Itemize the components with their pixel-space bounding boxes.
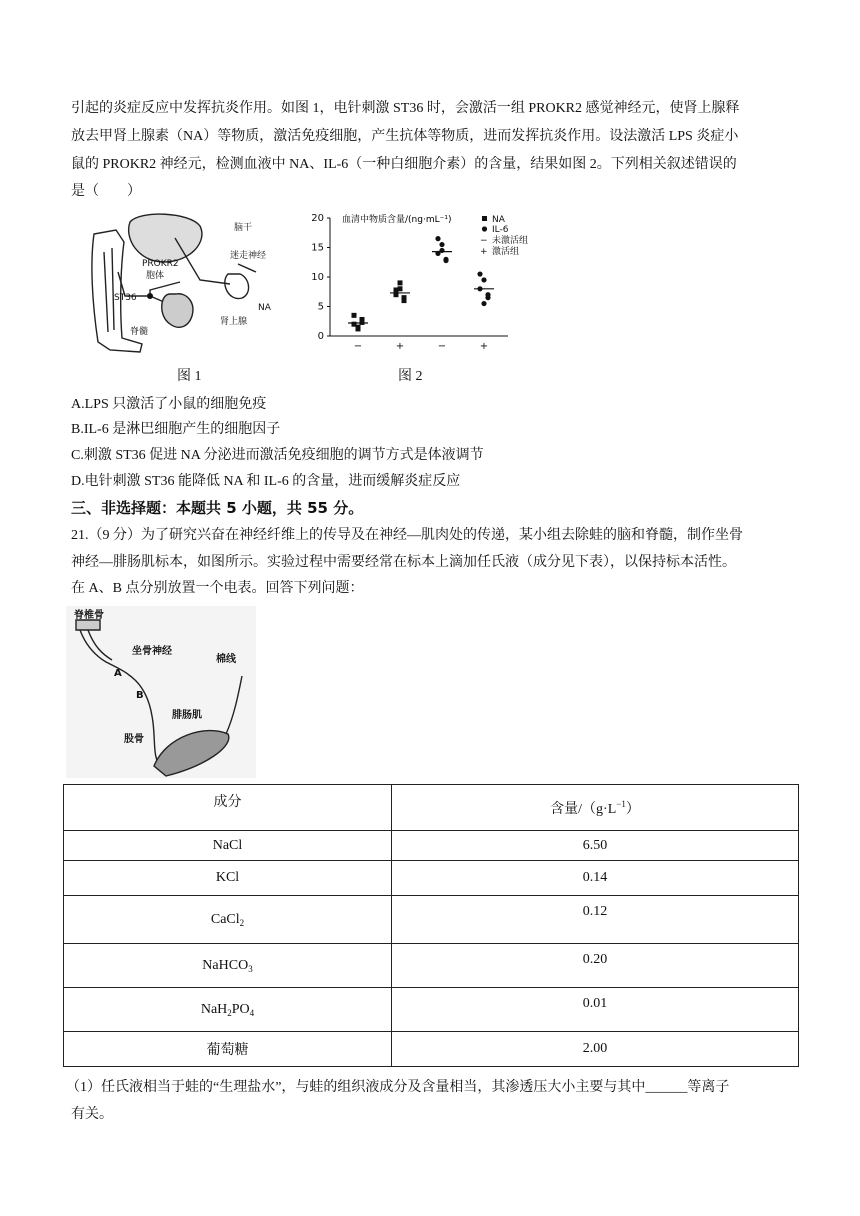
section-heading: 三、非选择题：本题共 5 小题，共 55 分。: [71, 499, 364, 517]
chart-y-tick-label: 0: [317, 331, 324, 342]
chart-point-na: [394, 287, 399, 292]
table-row: [64, 1032, 799, 1067]
chart-point-il6: [443, 258, 448, 263]
figure-2-caption: 图 2: [398, 369, 423, 384]
label-na: NA: [258, 303, 271, 313]
row-name: 葡萄糖: [64, 1032, 392, 1067]
row-name: [64, 988, 392, 1032]
table-row: [64, 896, 799, 944]
header-content: [392, 785, 799, 831]
row-name: KCl: [64, 861, 392, 896]
q1-line-2: 有关。: [71, 1107, 113, 1122]
label-vagus: 迷走神经: [230, 251, 267, 261]
label-adrenal: 肾上腺: [220, 317, 248, 327]
spine-segment: [76, 620, 100, 630]
row-name-base: CaCl: [210, 911, 240, 927]
ringer-composition-table: [63, 784, 799, 1067]
legend-na: NA: [492, 215, 505, 225]
q21-line-1: 21.（9 分）为了研究兴奋在神经纤维上的传导及在神经—肌肉处的传递，某小组去除蛙的脑和脊髓，制作坐骨: [71, 528, 743, 543]
chart-point-il6: [485, 292, 490, 297]
row-value: 6.50: [392, 831, 799, 861]
chart-point-na: [352, 313, 357, 318]
option-a: A.LPS 只激活了小鼠的细胞免疫: [71, 397, 267, 412]
chart-point-il6: [439, 242, 444, 247]
header-component: 成分: [64, 785, 392, 831]
row-value: 0.01: [392, 988, 799, 1032]
label-thread: 棉线: [216, 654, 236, 665]
chart-x-tick-label: +: [395, 341, 405, 352]
label-brainstem: 脑干: [234, 223, 253, 233]
chart-y-tick-label: 10: [311, 272, 324, 283]
intro-line-2: 放去甲肾上腺素（NA）等物质，激活免疫细胞，产生抗体等物质，进而发挥抗炎作用。设法激活 LPS 炎症小: [71, 129, 739, 144]
chart-point-il6: [435, 236, 440, 241]
table-row: [64, 831, 799, 861]
label-sciatic: 坐骨神经: [132, 646, 172, 657]
header-content-sup: −1: [616, 798, 626, 809]
chart-point-il6: [481, 277, 486, 282]
label-soma: 胞体: [146, 271, 165, 281]
option-d: D.电针刺激 ST36 能降低 NA 和 IL-6 的含量，进而缓解炎症反应: [71, 474, 461, 489]
row-name-sub2: 4: [249, 1007, 255, 1018]
figure-1-diagram: [80, 212, 280, 360]
chart-point-na: [356, 326, 361, 331]
row-name-base: NaHCO: [202, 957, 249, 973]
row-value: 0.14: [392, 861, 799, 896]
legend-ctrl-marker: −: [480, 236, 488, 246]
row-name-base: NaH: [200, 1001, 228, 1017]
legend-il6-marker: [482, 226, 487, 231]
label-femur: 股骨: [124, 734, 144, 745]
row-name-sub: 2: [227, 1007, 232, 1018]
legend-ctrl: 未激活组: [492, 236, 529, 246]
brain-shape: [129, 214, 202, 262]
label-spinal: 脊髓: [130, 327, 149, 337]
chart-point-il6: [477, 271, 482, 276]
header-content-end: ）: [625, 801, 640, 817]
label-point-a: A: [114, 668, 122, 679]
option-b: B.IL-6 是淋巴细胞产生的细胞因子: [71, 422, 281, 437]
table-header-row: [64, 785, 799, 831]
legend-act: 激活组: [492, 247, 520, 257]
chart-x-tick-label: −: [353, 341, 363, 352]
chart-point-na: [402, 298, 407, 303]
row-name: [64, 944, 392, 988]
label-prokr2: PROKR2: [142, 259, 179, 269]
label-st36: ST36: [114, 293, 137, 303]
chart-point-il6: [481, 301, 486, 306]
chart-x-tick-label: +: [479, 341, 489, 352]
table-row: [64, 988, 799, 1032]
chart-y-label: 血清中物质含量/(ng·mL⁻¹): [342, 215, 452, 225]
row-name-sub: 2: [239, 917, 245, 928]
label-point-b: B: [136, 690, 144, 701]
legend-act-marker: +: [480, 247, 488, 257]
figure-1-caption: 图 1: [177, 369, 202, 384]
chart-x-tick-label: −: [437, 341, 447, 352]
legend-na-marker: [482, 216, 487, 221]
kidney-shape: [225, 274, 249, 299]
header-content-text: 含量/（g·L: [550, 801, 617, 817]
table-row: [64, 861, 799, 896]
label-muscle: 腓肠肌: [172, 710, 202, 721]
figure-2-chart: [300, 208, 544, 358]
q21-line-3: 在 A、B 点分别放置一个电表。回答下列问题：: [71, 581, 364, 596]
intro-line-1: 引起的炎症反应中发挥抗炎作用。如图 1，电针刺激 ST36 时，会激活一组 PROKR2 感觉神经元，使肾上腺释: [71, 101, 740, 116]
chart-point-il6: [439, 248, 444, 253]
table-row: [64, 944, 799, 988]
legend-il6: IL-6: [492, 225, 509, 235]
chart-y-tick-label: 20: [311, 213, 324, 224]
row-name-mid: PO: [231, 1001, 250, 1017]
intro-line-3: 鼠的 PROKR2 神经元，检测血液中 NA、IL-6（一种白细胞介素）的含量，结果如图 2。下列相关叙述错误的: [71, 157, 737, 172]
q1-line-1: （1）任氏液相当于蛙的“生理盐水”，与蛙的组织液成分及含量相当，其渗透压大小主要与其中______等离子: [66, 1080, 730, 1095]
q21-line-2: 神经—腓肠肌标本，如图所示。实验过程中需要经常在标本上滴加任氏液（成分见下表），以保持标本活性。: [71, 555, 736, 570]
chart-y-tick-label: 5: [317, 301, 324, 313]
chart-y-tick-label: 15: [311, 242, 324, 254]
row-name: [64, 896, 392, 944]
row-value: 0.12: [392, 896, 799, 944]
row-value: 0.20: [392, 944, 799, 988]
figure-3-diagram: [66, 606, 256, 778]
option-c: C.刺激 ST36 促进 NA 分泌进而激活免疫细胞的调节方式是体液调节: [71, 448, 484, 463]
spinal-cord-section: [162, 294, 193, 328]
chart-point-na: [398, 280, 403, 285]
row-value: 2.00: [392, 1032, 799, 1067]
label-spine: 脊椎骨: [74, 610, 104, 621]
intro-line-4: 是（ ）: [71, 184, 141, 199]
row-name: NaCl: [64, 831, 392, 861]
row-name-sub: 3: [248, 963, 253, 974]
